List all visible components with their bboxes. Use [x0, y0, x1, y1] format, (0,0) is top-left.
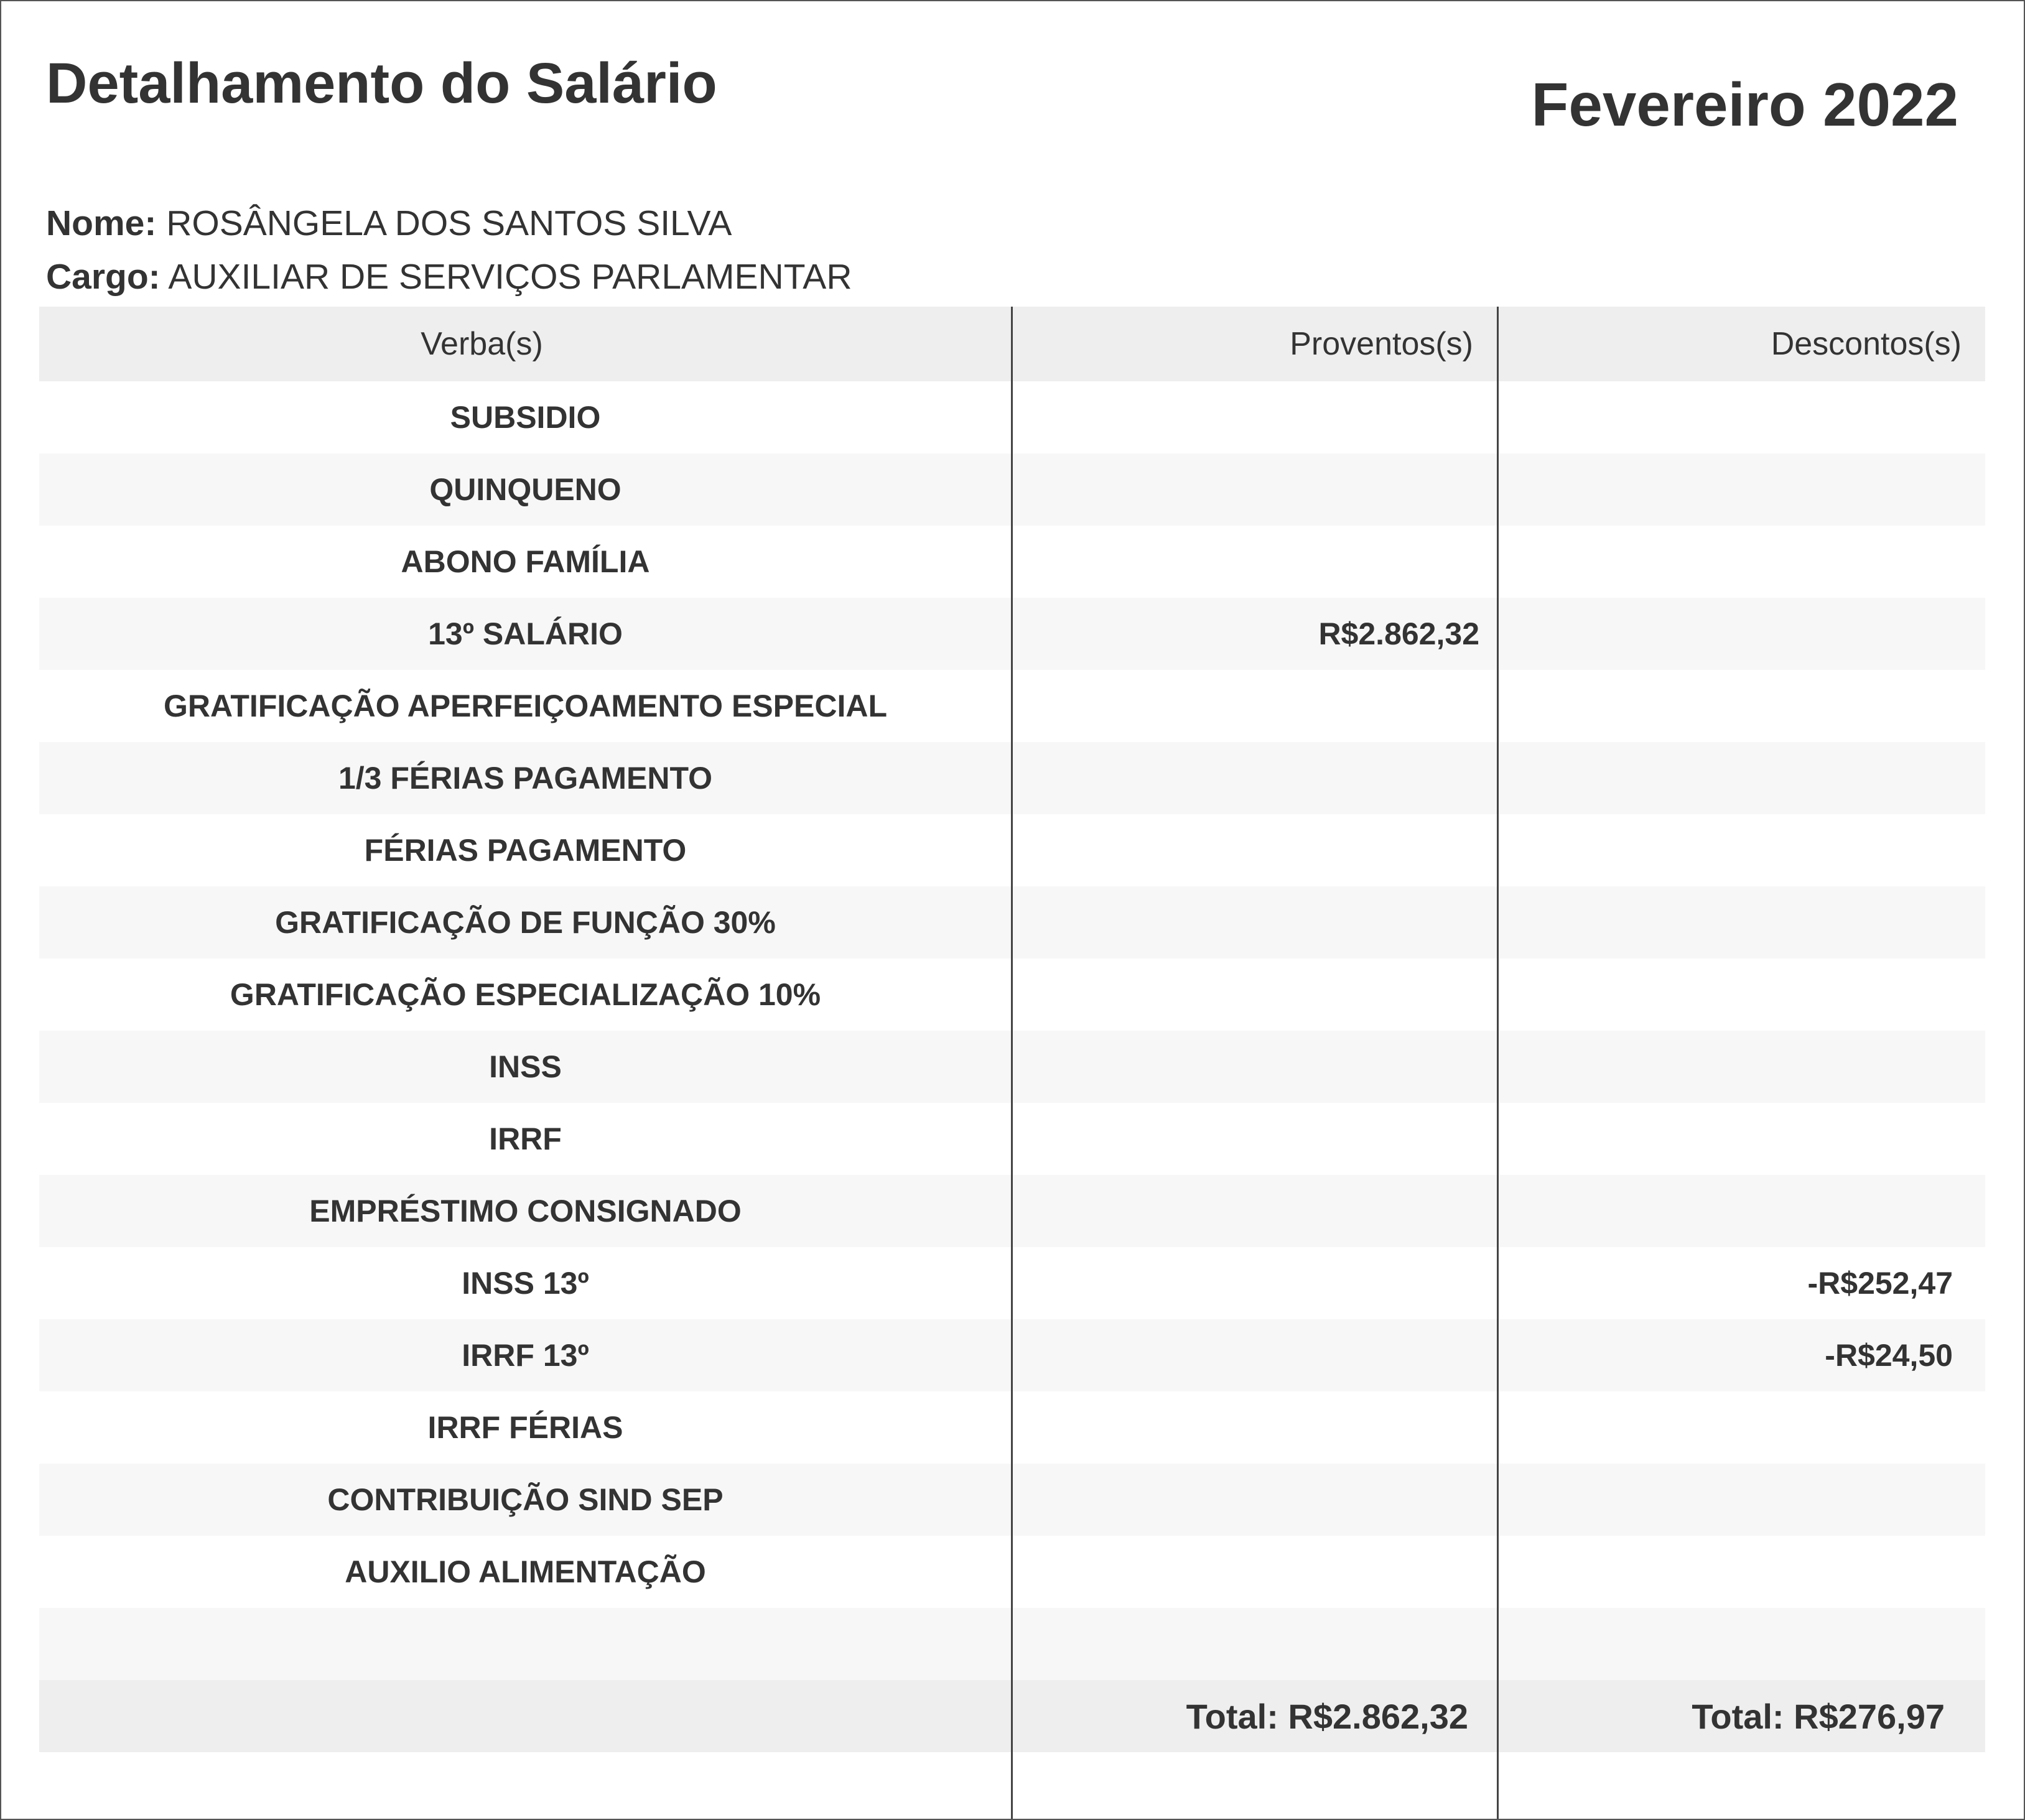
- verba-cell: [39, 1608, 1012, 1680]
- employee-role: AUXILIAR DE SERVIÇOS PARLAMENTAR: [168, 257, 852, 297]
- period-label: Fevereiro 2022: [1531, 70, 1958, 139]
- proventos-cell: [1012, 381, 1498, 453]
- descontos-cell: [1498, 1031, 1985, 1103]
- descontos-cell: [1498, 1391, 1985, 1464]
- descontos-cell: [1498, 598, 1985, 670]
- proventos-cell: [1012, 1608, 1498, 1680]
- proventos-cell: [1012, 1175, 1498, 1247]
- column-header-descontos: Descontos(s): [1771, 326, 1962, 362]
- page-title: Detalhamento do Salário: [46, 52, 717, 115]
- descontos-cell: [1498, 1175, 1985, 1247]
- proventos-cell: [1012, 1319, 1498, 1391]
- column-header-proventos: Proventos(s): [1290, 326, 1473, 362]
- total-proventos: Total: R$2.862,32: [1186, 1696, 1468, 1736]
- proventos-cell: [1012, 886, 1498, 959]
- verba-cell: QUINQUENO: [429, 472, 621, 507]
- descontos-cell: [1498, 742, 1985, 814]
- verba-cell: FÉRIAS PAGAMENTO: [364, 833, 687, 868]
- column-divider: [1011, 307, 1013, 1819]
- total-descontos: Total: R$276,97: [1692, 1696, 1945, 1736]
- descontos-cell: [1498, 814, 1985, 886]
- proventos-cell: [1012, 1031, 1498, 1103]
- descontos-cell: [1498, 959, 1985, 1031]
- verba-cell: GRATIFICAÇÃO DE FUNÇÃO 30%: [275, 905, 776, 940]
- descontos-cell: -R$252,47: [1807, 1266, 1953, 1301]
- employee-role-line: [46, 256, 852, 297]
- proventos-cell: [1012, 453, 1498, 526]
- verba-cell: CONTRIBUIÇÃO SIND SEP: [327, 1482, 724, 1517]
- descontos-cell: [1498, 1103, 1985, 1175]
- descontos-cell: [1498, 1608, 1985, 1680]
- proventos-cell: [1012, 1536, 1498, 1608]
- column-header-verba: Verba(s): [421, 326, 543, 362]
- verba-cell: 1/3 FÉRIAS PAGAMENTO: [338, 761, 713, 796]
- descontos-cell: [1498, 1464, 1985, 1536]
- descontos-cell: [1498, 453, 1985, 526]
- proventos-cell: [1012, 1103, 1498, 1175]
- proventos-cell: [1012, 1247, 1498, 1319]
- descontos-cell: -R$24,50: [1825, 1338, 1953, 1373]
- proventos-cell: [1012, 814, 1498, 886]
- verba-cell: INSS: [489, 1049, 562, 1084]
- verba-cell: 13º SALÁRIO: [428, 616, 623, 651]
- column-divider: [1497, 307, 1499, 1819]
- verba-cell: GRATIFICAÇÃO ESPECIALIZAÇÃO 10%: [230, 977, 821, 1012]
- proventos-cell: [1012, 1391, 1498, 1464]
- employee-name: ROSÂNGELA DOS SANTOS SILVA: [166, 203, 732, 243]
- verba-cell: INSS 13º: [462, 1266, 589, 1301]
- verba-cell: SUBSIDIO: [450, 400, 601, 435]
- verba-cell: GRATIFICAÇÃO APERFEIÇOAMENTO ESPECIAL: [163, 689, 887, 723]
- verba-cell: IRRF: [489, 1121, 562, 1156]
- proventos-cell: [1012, 670, 1498, 742]
- verba-cell: IRRF FÉRIAS: [427, 1410, 623, 1445]
- proventos-cell: [1012, 959, 1498, 1031]
- descontos-cell: [1498, 670, 1985, 742]
- verba-cell: IRRF 13º: [462, 1338, 589, 1373]
- name-label: Nome:: [46, 203, 157, 243]
- employee-name-line: [46, 203, 732, 244]
- proventos-cell: R$2.862,32: [1318, 616, 1479, 651]
- role-label: Cargo:: [46, 257, 161, 297]
- descontos-cell: [1498, 1536, 1985, 1608]
- descontos-cell: [1498, 381, 1985, 453]
- verba-cell: EMPRÉSTIMO CONSIGNADO: [309, 1194, 742, 1228]
- total-label-cell: [39, 1680, 1012, 1752]
- proventos-cell: [1012, 526, 1498, 598]
- proventos-cell: [1012, 742, 1498, 814]
- descontos-cell: [1498, 886, 1985, 959]
- verba-cell: ABONO FAMÍLIA: [401, 544, 650, 579]
- descontos-cell: [1498, 526, 1985, 598]
- verba-cell: AUXILIO ALIMENTAÇÃO: [345, 1554, 706, 1589]
- proventos-cell: [1012, 1464, 1498, 1536]
